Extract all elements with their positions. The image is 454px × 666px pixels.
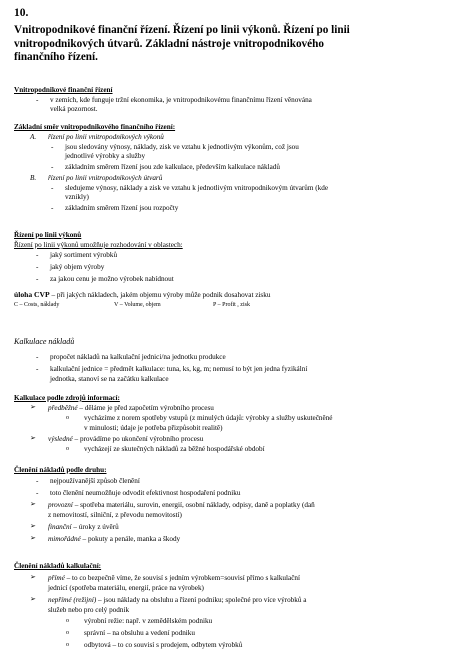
- list-item: [48, 404, 214, 414]
- list-item: [48, 596, 306, 606]
- list-item: - jaký objem výroby: [50, 263, 104, 273]
- list-item: - kalkulační jednice = předmět kalkulace: tuna, ks, kg, m; nemusí to být jen jedna fyzikální: [50, 365, 307, 375]
- definition: – jsou náklady na obsluhu a řízení podniku; společné pro více výrobků a: [96, 596, 307, 604]
- list-item: - jsou sledovány výnosy, náklady, zisk ve vztahu k jednotlivým výkonům, což jsou: [65, 143, 299, 153]
- list-item: - jaký sortiment výrobků: [50, 251, 117, 261]
- term: výsledné: [48, 435, 73, 443]
- circle-bullet-icon: o: [66, 630, 69, 636]
- list-item: - základním směrem řízení jsou rozpočty: [65, 204, 178, 214]
- arrow-bullet-icon: ➢: [30, 522, 36, 530]
- arrow-bullet-icon: ➢: [30, 595, 36, 603]
- list-item-continuation: vznikly): [65, 193, 89, 201]
- list-item-continuation: jednotlivé výrobky a služby: [65, 152, 146, 160]
- list-item: [48, 535, 180, 545]
- section-heading-kalkulacni: Členění nákladů kalkulační:: [14, 562, 102, 570]
- definition: – úroky z úvěrů: [71, 523, 119, 531]
- list-item: [48, 574, 300, 584]
- cvp-paragraph: [14, 290, 270, 301]
- arrow-bullet-icon: ➢: [30, 403, 36, 411]
- cvp-definition: – při jakých nákladech, jakém objemu výroby může podnik dosahovat zisku: [49, 291, 271, 299]
- sub-item: odbytová – to co souvisí s prodejem, odbytem výrobků: [84, 641, 243, 649]
- outline-label-a: A.: [30, 133, 37, 141]
- section-heading-druhy: Členění nákladů podle druhu:: [14, 466, 107, 474]
- title-line: Vnitropodnikové finanční řízení. Řízení po linii výkonů. Řízení po linii: [14, 24, 350, 36]
- section-heading-rizeni-vykonu: Řízení po linii výkonů: [14, 231, 82, 239]
- title-line: vnitropodnikových útvarů. Základní nástroje vnitropodnikového: [14, 37, 324, 50]
- sub-item: správní – na obsluhu a vedení podniku: [84, 629, 195, 637]
- arrow-bullet-icon: ➢: [30, 534, 36, 542]
- section-heading-vnitropodnikove: Vnitropodnikové finanční řízení: [14, 86, 113, 94]
- definition: – pokuty a penále, manka a škody: [80, 535, 181, 543]
- outline-title-a: řízení po linii vnitropodnikových výkonů: [48, 133, 164, 141]
- circle-bullet-icon: o: [66, 446, 69, 452]
- outline-title-b: řízení po linii vnitropodnikových útvarů: [48, 174, 163, 182]
- cvp-term: úloha CVP: [14, 290, 50, 299]
- outline-label-b: B.: [30, 174, 37, 182]
- cvp-volume: V – Volume, objem: [114, 302, 161, 308]
- list-item: [48, 501, 315, 511]
- term: přímé: [48, 574, 65, 582]
- page-title: [14, 24, 350, 65]
- section-intro: Řízení po linii výkonů umožňuje rozhodování v oblastech:: [14, 241, 183, 249]
- sub-item: výrobní režie: např. v zemědělském podniku: [84, 617, 213, 625]
- circle-bullet-icon: o: [66, 618, 69, 624]
- sub-item: vycházíme z norem spotřeby vstupů (z minulých údajů: výrobky a služby uskutečněné: [84, 414, 333, 422]
- circle-bullet-icon: o: [66, 415, 69, 421]
- section-heading-zakladni-smer: Základní směr vnitropodnikového finančního řízení:: [14, 123, 176, 131]
- section-heading-zdroje-informaci: Kalkulace podle zdrojů informací:: [14, 394, 120, 402]
- arrow-bullet-icon: ➢: [30, 434, 36, 442]
- arrow-bullet-icon: ➢: [30, 500, 36, 508]
- term: finanční: [48, 523, 72, 531]
- definition: – to co bezpečně víme, že souvisí s jedním výrobkem=souvisí přímo s kalkulační: [64, 574, 300, 582]
- term: předběžné: [48, 404, 78, 412]
- list-item: - propočet nákladů na kalkulační jednici/na jednotku produkce: [50, 353, 226, 363]
- cvp-costs: C – Costs, náklady: [14, 302, 60, 308]
- list-item-continuation: jednotka, stanoví se na začátku kalkulace: [50, 375, 169, 383]
- list-item-continuation: velká pozornost.: [50, 105, 98, 113]
- sub-item: vycházejí ze skutečných nákladů za běžné hospodářské období: [84, 445, 265, 453]
- term: provozní: [48, 501, 73, 509]
- definition: – provádíme po ukončení výrobního procesu: [72, 435, 204, 443]
- list-item-continuation: služeb nebo pro celý podnik: [48, 606, 130, 614]
- arrow-bullet-icon: ➢: [30, 573, 36, 581]
- list-item: - základním směrem řízení jsou zde kalkulace, především kalkulace nákladů: [65, 163, 280, 173]
- title-line: finančního řízení.: [14, 51, 98, 64]
- definition: – děláme je před započetím výrobního procesu: [77, 404, 214, 412]
- list-item-continuation: jednicí (spotřeba materiálu, energií, práce na výrobek): [48, 584, 204, 592]
- sub-item-continuation: v minulosti; údaje je potřeba přizpůsobit realitě): [84, 424, 223, 432]
- list-item: - v zemích, kde funguje tržní ekonomika, je vnitropodnikovému finančnímu řízení věnována: [50, 96, 312, 106]
- list-item-continuation: z nemovitostí, silniční, z převodu nemovitostí): [48, 511, 182, 519]
- list-item: - toto členění neumožňuje odvodit efektivnost hospodaření podniku: [50, 489, 240, 499]
- list-item: [48, 435, 203, 445]
- term: mimořádné: [48, 535, 81, 543]
- list-item: - nejpoužívanější způsob členění: [50, 477, 140, 487]
- section-heading-kalkulace: Kalkulace nákladů: [14, 337, 75, 346]
- definition: – spotřeba materiálu, surovin, energií, osobní náklady, odpisy, daně a poplatky (daň: [72, 501, 315, 509]
- question-number: 10.: [14, 7, 29, 19]
- term: nepřímé (režijní): [48, 596, 97, 604]
- list-item: [48, 523, 119, 533]
- cvp-profit: P – Profit , zisk: [213, 302, 250, 308]
- list-item: - sledujeme výnosy, náklady a zisk ve vztahu k jednotlivým vnitropodnikovým útvarům (kde: [65, 184, 328, 194]
- list-item: - za jakou cenu je možno výrobek nabídnout: [50, 275, 174, 285]
- circle-bullet-icon: o: [66, 642, 69, 648]
